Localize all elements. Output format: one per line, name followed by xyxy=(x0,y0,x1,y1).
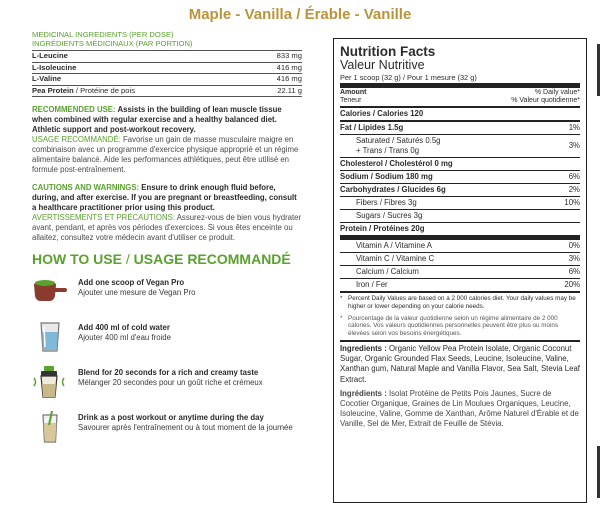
nutrition-title-en: Nutrition Facts xyxy=(340,44,436,59)
product-title: Maple - Vanilla / Érable - Vanille xyxy=(188,6,412,23)
carbohydrates-row: Carbohydrates / Glucides 6g 2% xyxy=(340,185,580,194)
amount-header: Amount Teneur % Daily value* % Valeur quotidienne* xyxy=(340,89,580,104)
step-text-en: Blend for 20 seconds for a rich and creamy taste xyxy=(78,368,259,377)
recommended-use-fr: USAGE RECOMMANDÉ: Favorise un gain de masse musculaire maigre en combinaison avec un programme d'exercice physique approprié et un régime alimentaire balancé. Aide les performances athlétiques, peut être utilisé en formule post-entraînement. xyxy=(32,135,299,174)
step-text-fr: Savourer après l'entraînement ou à tout moment de la journée xyxy=(78,423,293,432)
step-text-en: Drink as a post workout or anytime during the day xyxy=(78,413,264,422)
medicinal-name: Pea Protein xyxy=(32,85,74,95)
fat-row: Fat / Lipides 1.5g 1% xyxy=(340,123,580,132)
iron-row: Iron / Fer 20% xyxy=(356,280,580,289)
daily-value-footnote-fr: * Pourcentage de la valeur quotidienne selon un régime alimentaire de 2 000 calories. Vos valeurs quotidiennes personnelles peuvent être plus ou moins élevées selon vos besoins énergétiques. xyxy=(340,314,559,338)
daily-value-footnote-en: * Percent Daily Values are based on a 2 000 calories diet. Your daily values may be higher or lower depending on your calorie needs. xyxy=(340,295,576,310)
sugars-row: Sugars / Sucres 3g xyxy=(356,211,423,220)
medicinal-row xyxy=(32,63,302,75)
sodium-row: Sodium / Sodium 180 mg 6% xyxy=(340,172,580,181)
medicinal-name: L-Leucine xyxy=(32,51,68,60)
medicinal-heading-en: MEDICINAL INGREDIENTS (PER DOSE) xyxy=(32,30,174,39)
step-text-fr: Ajouter 400 ml d'eau froide xyxy=(78,333,171,342)
scoop-icon xyxy=(32,276,68,308)
cholesterol-row: Cholesterol / Cholestérol 0 mg xyxy=(340,159,453,168)
medicinal-table xyxy=(32,50,302,97)
step-text-fr: Mélanger 20 secondes pour un goût riche et crémeux xyxy=(78,378,263,387)
step-text-en: Add 400 ml of cold water xyxy=(78,323,170,332)
cautions-fr: AVERTISSEMENTS ET PRÉCAUTIONS: Assurez-vous de bien vous hydrater avant, pendant, et après vos périodes d'exercices. Si vous êtes enceinte ou allaitez, consultez votre médecin avant d'utiliser ce produit. xyxy=(32,213,302,242)
step-text-en: Add one scoop of Vegan Pro xyxy=(78,278,185,287)
calcium-row: Calcium / Calcium 6% xyxy=(356,267,580,276)
medicinal-heading-fr: INGRÉDIENTS MÉDICINAUX (PAR PORTION) xyxy=(32,39,193,48)
nutrition-facts-panel xyxy=(333,38,587,503)
serving-size: Per 1 scoop (32 g) / Pour 1 mesure (32 g) xyxy=(340,73,477,82)
medicinal-name: L-Valine xyxy=(32,74,62,83)
shaker-icon xyxy=(32,366,68,398)
vitamin-a-row: Vitamin A / Vitamine A 0% xyxy=(356,241,580,250)
water-glass-icon xyxy=(32,321,68,353)
step-item xyxy=(32,276,302,312)
recommended-use-section xyxy=(32,105,302,175)
vitamin-c-row: Vitamin C / Vitamine C 3% xyxy=(356,254,580,263)
medicinal-value: 22.11 g xyxy=(277,85,302,95)
cautions-section xyxy=(32,183,302,243)
medicinal-value: 416 mg xyxy=(276,74,302,83)
recommended-use-en: RECOMMENDED USE: Assists in the building of lean muscle tissue when combined with regular exercise and a healthy balanced diet. Athletic support and post-workout recovery. xyxy=(32,105,282,134)
medicinal-value: 416 mg xyxy=(276,62,302,72)
medicinal-value: 833 mg xyxy=(276,51,302,60)
step-item xyxy=(32,411,302,447)
nutrition-title-fr: Valeur Nutritive xyxy=(340,58,425,72)
fibres-row: Fibers / Fibres 3g 10% xyxy=(356,198,580,207)
medicinal-row xyxy=(32,74,302,86)
cautions-en: CAUTIONS AND WARNINGS: Ensure to drink enough fluid before, during, and after exercise. If you are pregnant or breastfeeding, consult a healthcare practitioner prior using this product. xyxy=(32,183,297,212)
medicinal-row xyxy=(32,51,302,63)
step-text-fr: Ajouter une mesure de Vegan Pro xyxy=(78,288,196,297)
drink-glass-icon xyxy=(32,411,68,443)
ingredients-fr: Ingrédients : Isolat Protéine de Petits Pois Jaunes, Sucre de Cocotier Organique, Graines de Lin Moulues Organiques, Leucine, Isoleucine, Valine, Gomme de Xanthan, Arôme Naturel d'Érable et de Vanille, Sel de Mer, Extrait de Feuille de Stévia. xyxy=(340,388,579,429)
how-to-use-heading: HOW TO USE / USAGE RECOMMANDÉ xyxy=(32,251,291,267)
protein-row: Protein / Protéines 20g xyxy=(340,224,425,233)
ingredients-en: Ingredients : Organic Yellow Pea Protein Isolate, Organic Coconut Sugar, Organic Grounded Flax Seeds, Leucine, Isoleucine, Valine, Xanthan gum, Natural Maple and Vanilla Flavor, Sea Salt, Stevia Leaf Extract. xyxy=(340,343,580,384)
left-column xyxy=(32,30,302,447)
step-item xyxy=(32,366,302,402)
calories-row: Calories / Calories 120 xyxy=(340,109,424,118)
medicinal-name: L-Isoleucine xyxy=(32,62,77,72)
step-item xyxy=(32,321,302,357)
saturated-trans-row: Saturated / Saturés 0.5g + Trans / Trans 0g 3% xyxy=(356,136,580,155)
medicinal-row: Pea Protein / Protéine de pois 22.11 g xyxy=(32,86,302,98)
